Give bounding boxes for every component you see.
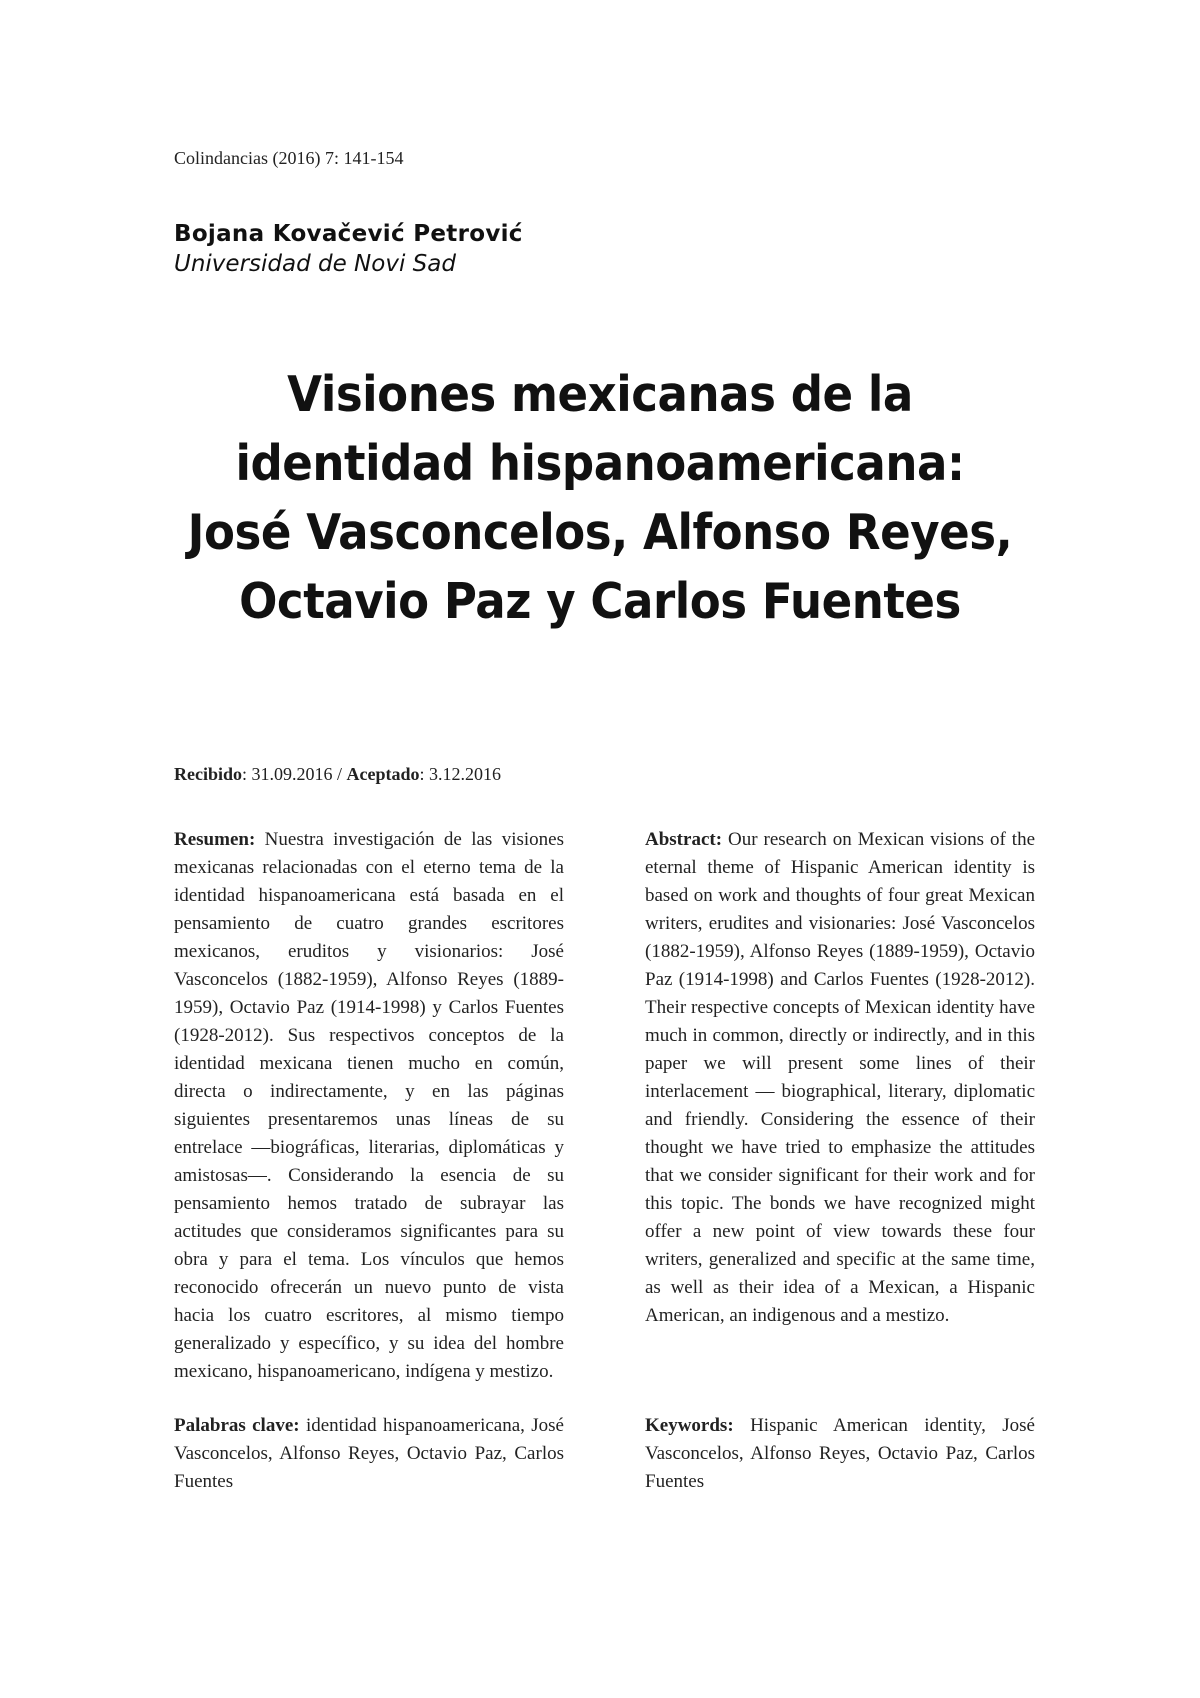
author-name: Bojana Kovačević Petrović (174, 221, 523, 247)
title-line-3: José Vasconcelos, Alfonso Reyes, (187, 504, 1013, 561)
submission-dates (174, 764, 501, 785)
palabras-clave-paragraph (174, 1412, 564, 1496)
resumen-label: Resumen: (174, 829, 256, 850)
paper-title (168, 360, 1033, 636)
received-label: Recibido (174, 764, 243, 784)
palabras-clave-text: identidad hispanoamericana, José Vasconcelos, Alfonso Reyes, Octavio Paz, Carlos Fuentes (174, 1415, 564, 1492)
accepted-value: : 3.12.2016 (419, 764, 502, 784)
resumen-paragraph (174, 826, 564, 1386)
keywords-label: Keywords: (645, 1415, 734, 1436)
received-value: : 31.09.2016 / (242, 764, 347, 784)
keywords-paragraph (645, 1412, 1035, 1496)
abstract-text: Our research on Mexican visions of the eternal theme of Hispanic American identity is based on work and thoughts of four great Mexican writers, erudites and visionaries: José Vasconcelos (1882-1959), Alfonso Reyes (1889-1959), Octavio Paz (1914-1998) and Carlos Fuentes (1928-2012). Their respective concepts of Mexican identity have much in common, directly or indirectly, and in this paper we will present some lines of their interlacement — biographical, literary, diplomatic and friendly. Considering the essence of their thought we have tried to emphasize the attitudes that we consider significant for their work and for this topic. The bonds we have recognized might offer a new point of view towards these four writers, generalized and specific at the same time, as well as their idea of a Mexican, a Hispanic American, an indigenous and a mestizo. (645, 829, 1035, 1326)
accepted-label: Aceptado (346, 764, 420, 784)
abstract-label: Abstract: (645, 829, 723, 850)
title-line-2: identidad hispanoamericana: (235, 435, 965, 492)
author-affiliation: Universidad de Novi Sad (174, 251, 456, 277)
palabras-clave-label: Palabras clave: (174, 1415, 300, 1436)
abstract-paragraph (645, 826, 1035, 1330)
resumen-text: Nuestra investigación de las visiones mexicanas relacionadas con el eterno tema de la identidad hispanoamericana está basada en el pensamiento de cuatro grandes escritores mexicanos, eruditos y visionarios: José Vasconcelos (1882-1959), Alfonso Reyes (1889-1959), Octavio Paz (1914-1998) y Carlos Fuentes (1928-2012). Sus respectivos conceptos de la identidad mexicana tienen mucho en común, directa o indirectamente, y en las páginas siguientes presentaremos unas líneas de su entrelace —biográficas, literarias, diplomáticas y amistosas—. Considerando la esencia de su pensamiento hemos tratado de subrayar las actitudes que consideramos significantes para su obra y para el tema. Los vínculos que hemos reconocido ofrecerán un nuevo punto de vista hacia los cuatro escritores, al mismo tiempo generalizado y específico, y su idea del hombre mexicano, hispanoamericano, indígena y mestizo. (174, 829, 564, 1382)
journal-reference: Colindancias (2016) 7: 141-154 (174, 148, 404, 168)
keywords-text: Hispanic American identity, José Vasconcelos, Alfonso Reyes, Octavio Paz, Carlos Fuentes (645, 1415, 1035, 1492)
title-line-1: Visiones mexicanas de la (287, 366, 913, 423)
title-line-4: Octavio Paz y Carlos Fuentes (239, 573, 961, 630)
